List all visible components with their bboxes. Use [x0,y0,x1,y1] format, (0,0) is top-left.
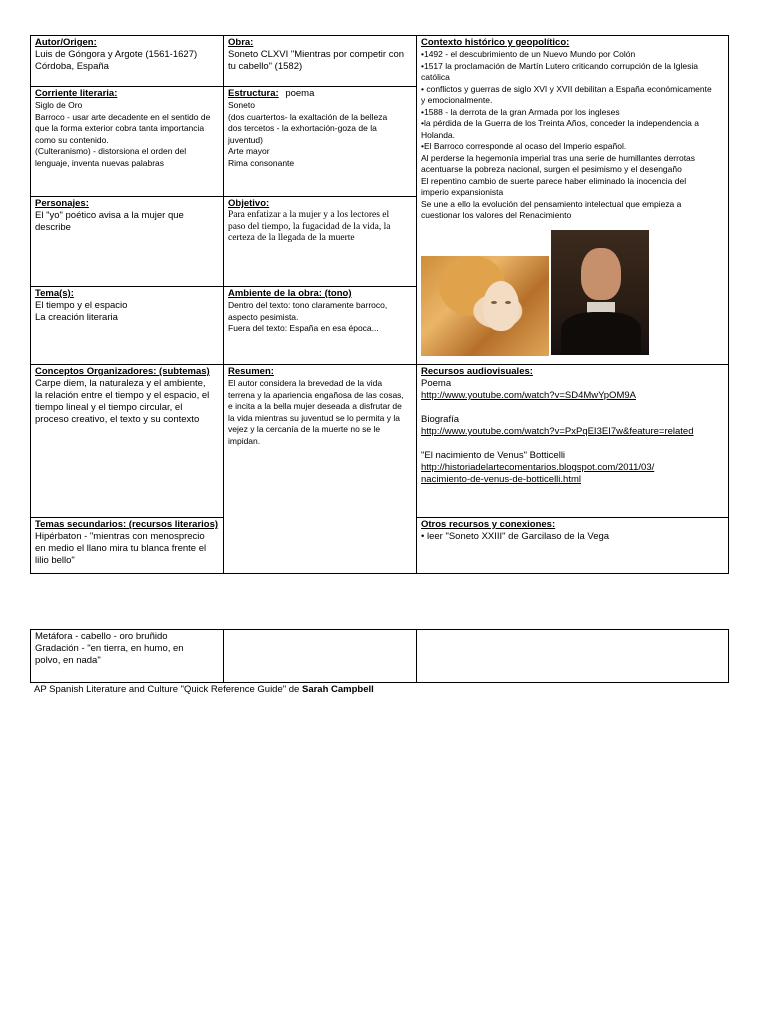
contexto-line: católica [421,72,450,82]
portrait-head [581,248,621,300]
temas-secundarios-line: en medio el llano mira tu blanca frente el [35,543,207,554]
resumen-line: la vida mientras su juventud se lo permita y la [228,412,400,423]
objetivo-line: paso del tiempo, la fugacidad de la vida, la [228,221,391,232]
tema-line: La creación literaria [35,312,118,323]
conceptos-line: la relación entre el tiempo y el espacio, el [35,390,210,401]
estructura-line: Soneto [228,100,255,110]
obra-line: Soneto CLXVI "Mientras por competir con [228,49,405,60]
poema-video-link[interactable]: http://www.youtube.com/watch?v=SD4MwYpOM9A [421,390,636,401]
otros-heading: Otros recursos y conexiones: [421,519,556,530]
corriente-cell [31,87,224,197]
obra-cell [224,36,417,87]
temas-secundarios-cell [31,518,224,574]
credit-author: Sarah Campbell [301,684,374,695]
estructura-tag: poema [285,88,315,99]
temas-secundarios-line: lilio bello" [35,555,75,566]
obra-line: tu cabello" (1582) [228,61,303,72]
resumen-line: impidan. [228,435,261,446]
temas-secundarios-heading: Temas secundarios: (recursos literarios) [35,519,219,530]
contexto-line: acentuarse la pobreza nacional, surgen el pesimismo y el desengaño [421,164,682,174]
objetivo-line: Para enfatizar a la mujer y a los lectores el [228,210,390,220]
recursos-heading: Recursos audiovisuales: [421,366,533,377]
objetivo-line: certeza de la llegada de la muerte [228,233,355,243]
autor-line: Luis de Góngora y Argote (1561-1627) [35,49,198,60]
gongora-portrait-image [551,230,649,355]
estructura-line: Rima consonante [228,157,295,168]
resumen-body [228,378,412,447]
contexto-line: Holanda. [421,129,456,140]
poema-label: Poema [421,378,452,389]
otros-item: • leer "Soneto XXIII" de Garcilaso de la Vega [421,531,610,542]
objetivo-body [228,210,412,245]
resumen-cell [224,365,417,574]
venus-eye [491,301,497,304]
contexto-line: •El Barroco corresponde al ocaso del Imperio español. [421,141,627,151]
venus-url-line: nacimiento-de-venus-de-botticelli.html [421,474,581,485]
conceptos-heading: Conceptos Organizadores: (subtemas) [35,366,210,377]
objetivo-heading: Objetivo: [228,198,270,209]
obra-heading: Obra: [228,37,254,48]
biografia-video-link[interactable]: http://www.youtube.com/watch?v=PxPqEI3EI7w&feature=related [421,426,694,437]
personajes-cell [31,197,224,287]
continuation-table [30,629,729,683]
estructura-cell [224,87,417,197]
conceptos-line: proceso creativo, el texto y su contexto [35,414,200,425]
resumen-line: e incita a la bella mujer deseada a disfrutar de [228,401,402,411]
autor-heading: Autor/Origen: [35,37,97,48]
corriente-line: lenguaje, inventa nuevas palabras [35,157,165,168]
contexto-body [421,49,724,222]
venus-face [483,281,519,331]
conceptos-line: tiempo lineal y el tiempo circular, el [35,402,183,413]
contexto-line: cuestionar los valores del Renacimiento [421,210,572,220]
autor-line: Córdoba, España [35,61,109,72]
tema-heading: Tema(s): [35,288,74,299]
biografia-label: Biografía [421,414,460,425]
temas-secundarios-line: Hipérbaton - "mientras con menosprecio [35,531,205,542]
personajes-heading: Personajes: [35,198,89,209]
corriente-heading: Corriente literaria: [35,88,118,99]
estructura-body [228,100,412,169]
autor-cell [31,36,224,87]
personajes-line: El "yo" poético avisa a la mujer que [35,210,184,221]
ambiente-line: Fuera del texto: España en esa época... [228,323,379,333]
contexto-line: •1492 - el descubrimiento de un Nuevo Mundo por Colón [421,49,636,59]
tema-line: El tiempo y el espacio [35,300,128,311]
continuacion-cell [31,630,224,683]
venus-article-link[interactable] [421,462,724,486]
continuacion-line: Metáfora - cabello - oro bruñido [35,631,168,642]
objetivo-cell [224,197,417,287]
estructura-line: juventud) [228,134,263,145]
resumen-heading: Resumen: [228,366,274,377]
corriente-line: (Culteranismo) - distorsiona el orden del [35,146,187,156]
otros-cell [417,518,729,574]
reference-guide-table [30,35,729,574]
estructura-line: dos tercetos - la exhortación-goza de la [228,123,377,133]
corriente-line: como su contenido. [35,134,109,145]
ambiente-heading: Ambiente de la obra: (tono) [228,288,352,299]
continuacion-line: Gradación - "en tierra, en humo, en [35,643,184,654]
tema-cell [31,287,224,365]
ambiente-line: aspecto pesimista. [228,311,299,322]
contexto-line: imperio expansionista [421,187,504,197]
corriente-line: Barroco - usar arte decadente en el sentido de [35,111,211,122]
venus-painting-image [421,256,549,356]
continuacion-line: polvo, en nada" [35,655,101,666]
resumen-line: El autor considera la brevedad de la vida [228,378,383,388]
portrait-body [561,312,641,355]
illustrations [421,230,724,330]
corriente-line: Siglo de Oro [35,100,83,110]
contexto-line: •la pérdida de la Guerra de los Treinta Años, conceder la independencia a [421,118,699,128]
contexto-line: •1517 la proclamación de Martín Lutero criticando corrupción de la Iglesia [421,60,699,71]
ambiente-cell [224,287,417,365]
venus-eye [505,301,511,304]
contexto-line: Se une a ello la evolución del pensamiento intelectual que empieza a [421,198,682,209]
resumen-line: terrena y la apariencia engañosa de las cosas, [228,389,404,400]
contexto-line: •1588 - la derrota de la gran Armada por los ingleses [421,106,620,117]
conceptos-cell [31,365,224,518]
resumen-line: vejez y la cercanía de la muerte no se le [228,424,381,434]
contexto-heading: Contexto histórico y geopolítico: [421,37,570,48]
contexto-line: • conflictos y guerras de siglo XVI y XVII debilitan a España económicamente [421,83,712,94]
estructura-line: (dos cuartertos- la exaltación de la belleza [228,111,388,122]
estructura-line: Arte mayor [228,146,270,156]
empty-cell [224,630,417,683]
contexto-line: y emocionalmente. [421,95,493,105]
empty-cell [417,630,729,683]
ambiente-body [228,300,412,335]
estructura-heading: Estructura: [228,88,279,99]
contexto-line: Al perderse la hegemonía imperial tras una serie de humillantes derrotas [421,152,696,163]
credit-line [34,684,374,696]
venus-url-line: http://historiadelartecomentarios.blogspot.com/2011/03/ [421,462,655,473]
contexto-cell [417,36,729,365]
venus-label: "El nacimiento de Venus" Botticelli [421,450,566,461]
contexto-line: El repentino cambio de suerte parece haber eliminado la inocencia del [421,175,687,186]
credit-text: AP Spanish Literature and Culture "Quick Reference Guide" de [34,684,302,695]
personajes-line: describe [35,222,71,233]
recursos-cell [417,365,729,518]
corriente-body [35,100,219,169]
corriente-line: que la forma exterior cobra tanta importancia [35,123,205,133]
conceptos-line: Carpe diem, la naturaleza y el ambiente, [35,378,206,389]
ambiente-line: Dentro del texto: tono claramente barroco, [228,300,388,310]
